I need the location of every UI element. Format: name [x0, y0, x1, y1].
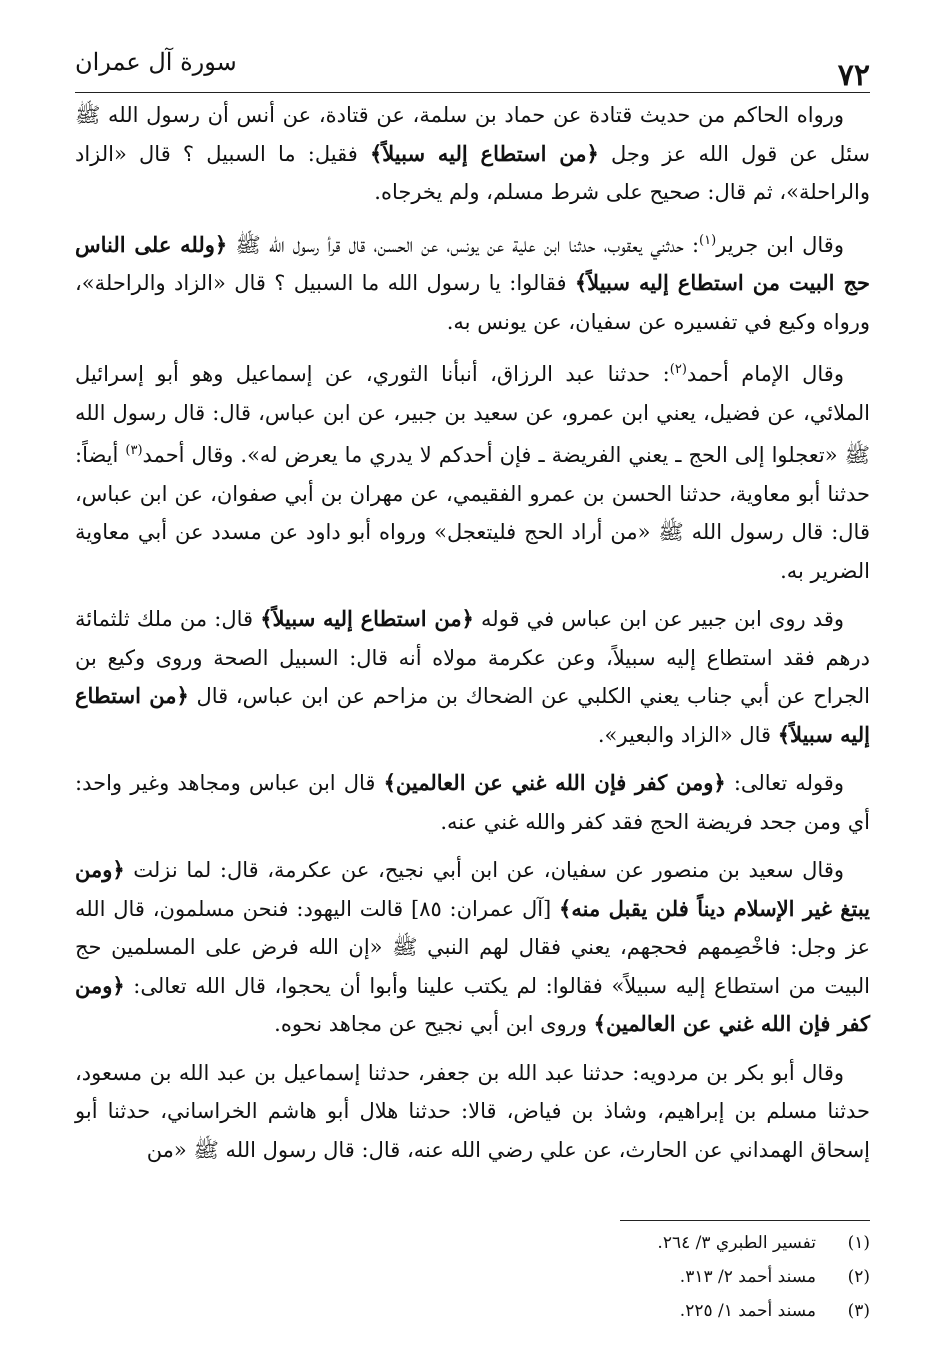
footnote-separator	[620, 1220, 870, 1221]
text-segment: قال: من ملك ثلثمائة درهم فقد استطاع إليه سبيلاً، وعن عكرمة مولاه أنه قال: السبيل الصحة وروى وكيع بن الجراح عن أبي جناب يعني الكلبي عن الضحاك بن مزاحم عن ابن عباس، قال	[75, 607, 871, 708]
text-segment: : حدثني يعقوب، حدثنا ابن علية عن يونس، عن الحسن، قال قرأ رسول الله ﷺ	[227, 232, 700, 257]
footnote	[560, 1260, 870, 1294]
text-segment: قال ابن عباس ومجاهد وغير واحد: أي ومن جحد فريضة الحج فقد كفر والله غني عنه.	[75, 771, 870, 834]
paragraph	[75, 764, 870, 841]
page-header	[75, 44, 870, 93]
footnote-text: مسند أحمد ٢/ ٣١٣.	[679, 1267, 816, 1287]
footnotes	[560, 1226, 870, 1328]
paragraph	[75, 96, 870, 212]
text-segment: وروى ابن أبي نجيح عن مجاهد نحوه.	[274, 1012, 594, 1036]
footnote-marker[interactable]: (٣)	[125, 443, 143, 458]
paragraph	[75, 222, 870, 342]
footnote-number: (٢)	[847, 1267, 870, 1287]
quran-quote: ﴿ولله على الناس حج البيت من استطاع إليه سبيلاً﴾	[75, 231, 870, 295]
text-segment: قال «الزاد والبعير».	[597, 722, 778, 747]
quran-quote: ﴿من استطاع إليه سبيلاً﴾	[75, 683, 870, 747]
surah-title: سورة آل عمران	[75, 48, 237, 76]
footnote-text: تفسير الطبري ٣/ ٢٦٤.	[657, 1233, 816, 1253]
text-segment: فقالوا: يا رسول الله ما السبيل ؟ قال «الزاد والراحلة»، ورواه وكيع في تفسيره عن سفيان، عن يونس به.	[75, 271, 870, 334]
text-segment: وقد روى ابن جبير عن ابن عباس في قوله	[473, 607, 845, 631]
text-segment: أيضاً: حدثنا أبو معاوية، حدثنا الحسن بن عمرو الفقيمي، عن مهران بن أبي صفوان، عن ابن عباس، قال: قال رسول الله ﷺ «من أراد الحج فليتعجل» ورواه أبو داود عن مسدد عن أبي معاوية الضرير به.	[75, 443, 870, 583]
paragraph	[75, 600, 870, 754]
footnote-number: (١)	[847, 1233, 870, 1253]
footnote	[560, 1226, 870, 1260]
text-segment: فقيل: ما السبيل ؟ قال «الزاد والراحلة»، ثم قال: صحيح على شرط مسلم، ولم يخرجاه.	[75, 141, 870, 204]
footnote	[560, 1294, 870, 1328]
quran-quote: ﴿ومن كفر فإن الله غني عن العالمين﴾	[75, 972, 870, 1036]
footnote-number: (٣)	[847, 1301, 870, 1321]
footnote-marker[interactable]: (٢)	[669, 362, 687, 377]
text-segment: [آل عمران: ٨٥] قالت اليهود: فنحن مسلمون، قال الله عز وجل: فاخْصِمهم فحجهم، يعني فقال لهم النبي ﷺ «إن الله فرض على المسلمين حج البيت من استطاع إليه سبيلاً» فقالوا: لم يكتب علينا وأبوا أن يحجوا، قال الله تعالى:	[75, 896, 870, 998]
text-segment: وقال الإمام أحمد	[686, 362, 844, 386]
footnote-text: مسند أحمد ١/ ٢٢٥.	[679, 1301, 816, 1321]
main-text	[75, 96, 870, 1179]
page-number: ٧٢	[837, 58, 870, 93]
quran-quote: ﴿من استطاع إليه سبيلاً﴾	[260, 606, 474, 631]
text-segment: وقال أبو بكر بن مردويه: حدثنا عبد الله بن جعفر، حدثنا إسماعيل بن عبد الله بن مسعود، حدثنا مسلم بن إبراهيم، وشاذ بن فياض، قالا: حدثنا هلال أبو هاشم الخراساني، حدثنا أبو إسحاق الهمداني عن الحارث، عن علي رضي الله عنه، قال: قال رسول الله ﷺ «من	[75, 1060, 870, 1162]
text-segment: ورواه الحاكم من حديث قتادة عن حماد بن سلمة، عن قتادة، عن أنس أن رسول الله ﷺ سئل عن قول الله عز وجل	[75, 103, 871, 166]
text-segment: وقال سعيد بن منصور عن سفيان، عن ابن أبي نجيح، عن عكرمة، قال: لما نزلت	[124, 858, 844, 882]
quran-quote: ﴿من استطاع إليه سبيلاً﴾	[369, 140, 599, 166]
quran-quote: ﴿ومن كفر فإن الله غني عن العالمين﴾	[383, 770, 726, 795]
paragraph	[75, 351, 870, 590]
text-segment: : حدثنا عبد الرزاق، أنبأنا الثوري، عن إسماعيل وهو أبو إسرائيل الملائي، عن فضيل، يعني ابن عمرو، عن سعيد بن جبير، عن ابن عباس، قال: قال رسول الله ﷺ «تعجلوا إلى الحج ـ يعني الفريضة ـ فإن أحدكم لا يدري ما يعرض له». وقال أحمد	[75, 362, 870, 467]
paragraph	[75, 1054, 870, 1170]
text-segment: وقال ابن جرير	[716, 232, 844, 257]
paragraph	[75, 851, 870, 1044]
quran-quote: ﴿ومن يبتغ غير الإسلام ديناً فلن يقبل منه﴾	[75, 857, 870, 921]
text-segment: وقوله تعالى:	[725, 771, 844, 795]
footnote-marker[interactable]: (١)	[699, 232, 717, 248]
